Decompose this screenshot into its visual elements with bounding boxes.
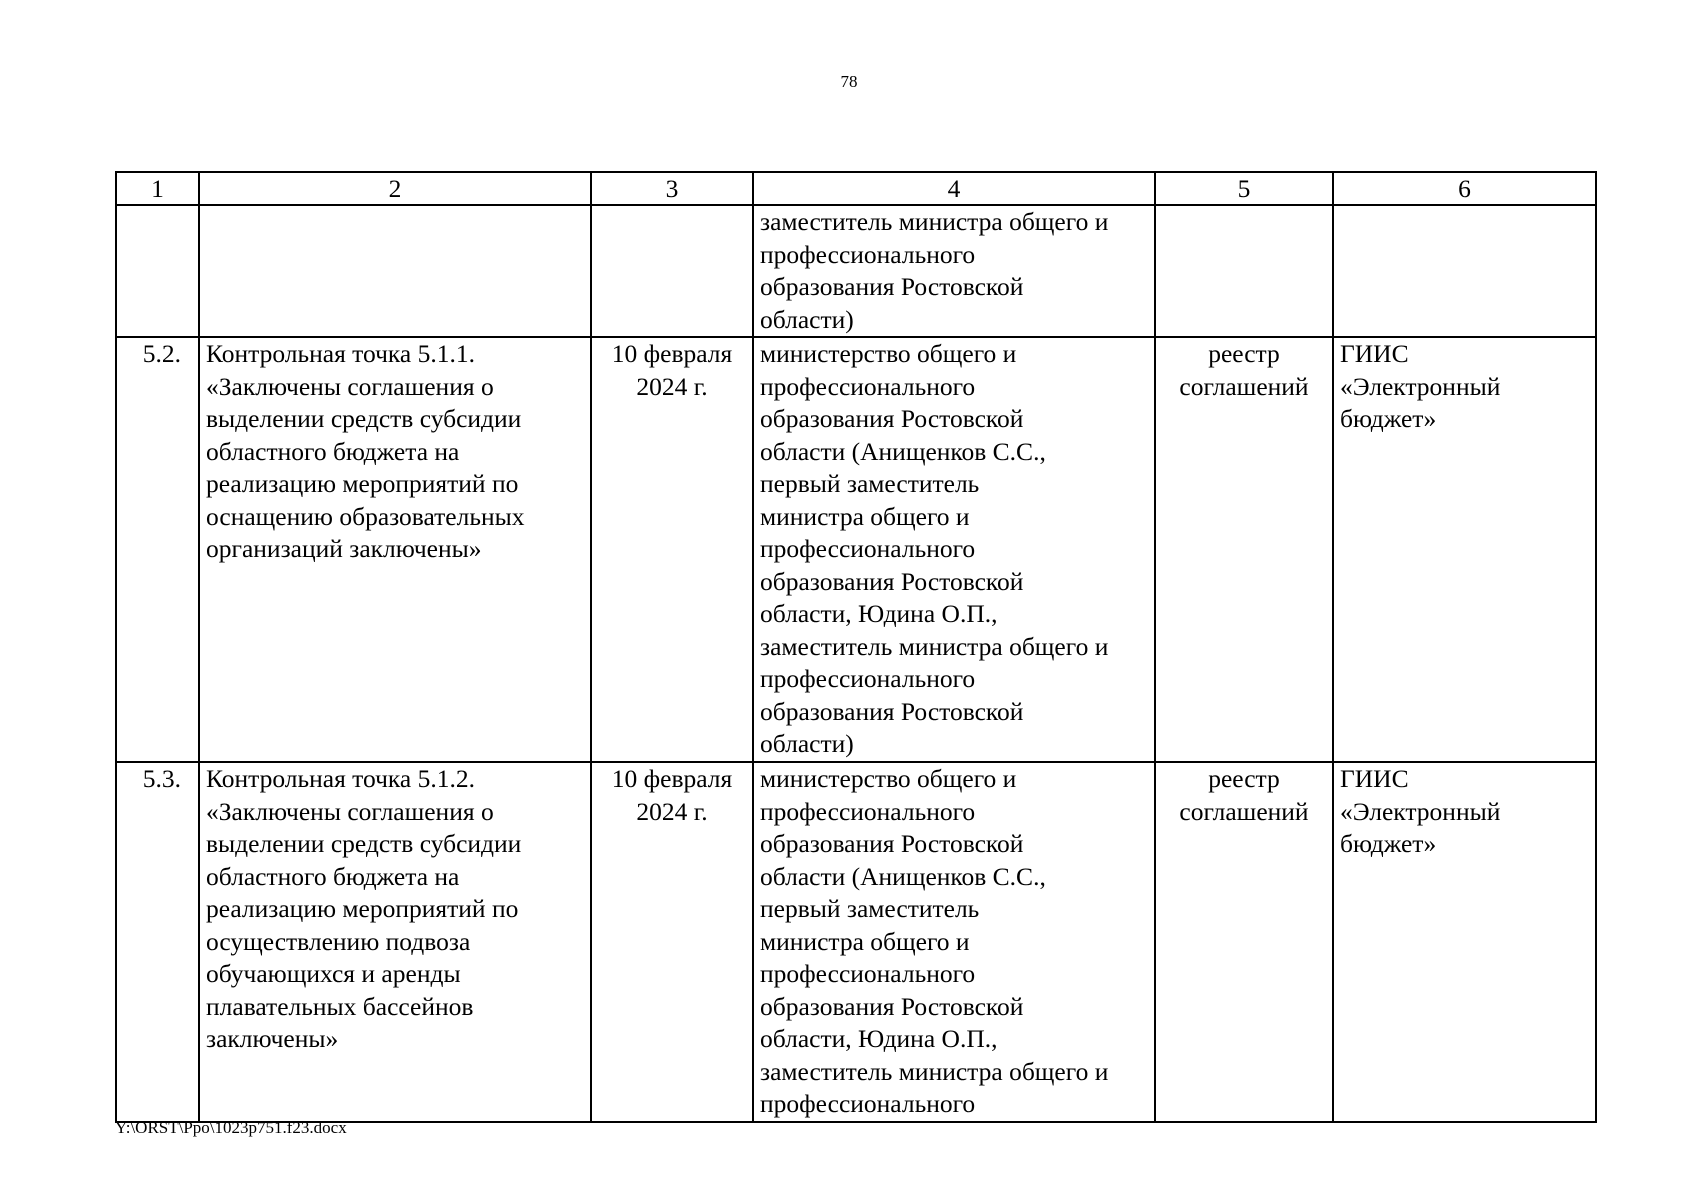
text-line: министерство общего и	[760, 339, 1017, 368]
document-table	[115, 171, 1597, 1123]
text-line: области, Юдина О.П.,	[760, 1024, 998, 1053]
text-line: профессионального	[760, 239, 976, 269]
text-line: соглашений	[1179, 371, 1309, 401]
text-line: областного бюджета на	[206, 861, 460, 891]
cell-date	[591, 762, 753, 1122]
text-line: 10 февраля	[611, 339, 733, 368]
text-line: министра общего и	[760, 926, 970, 956]
text-line: ГИИС	[1340, 339, 1409, 368]
text-line: организаций заключены»	[206, 534, 482, 563]
text-line: области, Юдина О.П.,	[760, 599, 998, 628]
table-row	[116, 762, 1596, 1122]
text-line: осуществлению подвоза	[206, 926, 471, 956]
text-line: образования Ростовской	[760, 566, 1024, 596]
text-line: «Электронный	[1340, 796, 1501, 826]
cell-responsible	[753, 762, 1155, 1122]
text-line: реестр	[1208, 339, 1280, 368]
text-line: заместитель министра общего и	[760, 631, 1109, 661]
text-line: 2024 г.	[636, 796, 708, 826]
text-line: заключены»	[206, 1024, 339, 1053]
text-line: заместитель министра общего и	[760, 1056, 1109, 1086]
text-line: профессионального	[760, 1089, 976, 1118]
cell-document	[1155, 337, 1333, 762]
cell-document	[1155, 205, 1333, 337]
text-line: оснащению образовательных	[206, 501, 525, 531]
header-col-3: 3	[591, 172, 753, 205]
text-line: образования Ростовской	[760, 696, 1024, 726]
cell-checkpoint	[199, 205, 591, 337]
text-line: области (Анищенков С.С.,	[760, 436, 1046, 466]
table-header-row	[116, 172, 1596, 205]
cell-responsible	[753, 205, 1155, 337]
text-line: области (Анищенков С.С.,	[760, 861, 1046, 891]
text-line: профессионального	[760, 371, 976, 401]
text-line: области)	[760, 729, 854, 758]
text-line: профессионального	[760, 664, 976, 693]
text-line: профессионального	[760, 796, 976, 826]
continuation-row	[116, 205, 1596, 337]
text-line: областного бюджета на	[206, 436, 460, 466]
text-line: первый заместитель	[760, 894, 980, 923]
cell-checkpoint	[199, 762, 591, 1122]
text-line: ГИИС	[1340, 764, 1409, 793]
header-col-2: 2	[199, 172, 591, 205]
cell-system	[1333, 337, 1596, 762]
text-line: «Заключены соглашения о	[206, 796, 494, 826]
header-col-1: 1	[116, 172, 199, 205]
text-line: образования Ростовской	[760, 272, 1024, 301]
cell-date	[591, 205, 753, 337]
header-col-5: 5	[1155, 172, 1333, 205]
cell-system	[1333, 762, 1596, 1122]
text-line: образования Ростовской	[760, 829, 1024, 858]
text-line: «Заключены соглашения о	[206, 371, 494, 401]
header-col-4: 4	[753, 172, 1155, 205]
text-line: выделении средств субсидии	[206, 829, 522, 858]
text-line: профессионального	[760, 534, 976, 563]
text-line: первый заместитель	[760, 469, 980, 498]
text-line: выделении средств субсидии	[206, 404, 522, 433]
table-row	[116, 337, 1596, 762]
text-line: соглашений	[1179, 796, 1309, 826]
text-line: реестр	[1208, 764, 1280, 793]
text-line: бюджет»	[1340, 404, 1437, 433]
cell-num	[116, 205, 199, 337]
text-line: обучающихся и аренды	[206, 959, 461, 988]
cell-system	[1333, 205, 1596, 337]
file-path-footer: Y:\ORST\Ppo\1023p751.f23.docx	[115, 1118, 347, 1137]
text-line: 10 февраля	[611, 764, 733, 793]
page-number: 78	[840, 72, 858, 91]
cell-num: 5.3.	[116, 762, 199, 1122]
text-line: реализацию мероприятий по	[206, 894, 519, 923]
text-line: плавательных бассейнов	[206, 991, 474, 1021]
text-line: Контрольная точка 5.1.2.	[206, 764, 475, 793]
text-line: образования Ростовской	[760, 404, 1024, 433]
text-line: заместитель министра общего и	[760, 207, 1109, 236]
text-line: бюджет»	[1340, 829, 1437, 858]
cell-date	[591, 337, 753, 762]
text-line: профессионального	[760, 959, 976, 988]
header-col-6: 6	[1333, 172, 1596, 205]
text-line: «Электронный	[1340, 371, 1501, 401]
cell-document	[1155, 762, 1333, 1122]
text-line: образования Ростовской	[760, 991, 1024, 1021]
text-line: 2024 г.	[636, 371, 708, 401]
text-line: области)	[760, 304, 854, 334]
text-line: реализацию мероприятий по	[206, 469, 519, 498]
cell-checkpoint	[199, 337, 591, 762]
text-line: министерство общего и	[760, 764, 1017, 793]
cell-responsible	[753, 337, 1155, 762]
text-line: министра общего и	[760, 501, 970, 531]
text-line: Контрольная точка 5.1.1.	[206, 339, 475, 368]
cell-num: 5.2.	[116, 337, 199, 762]
